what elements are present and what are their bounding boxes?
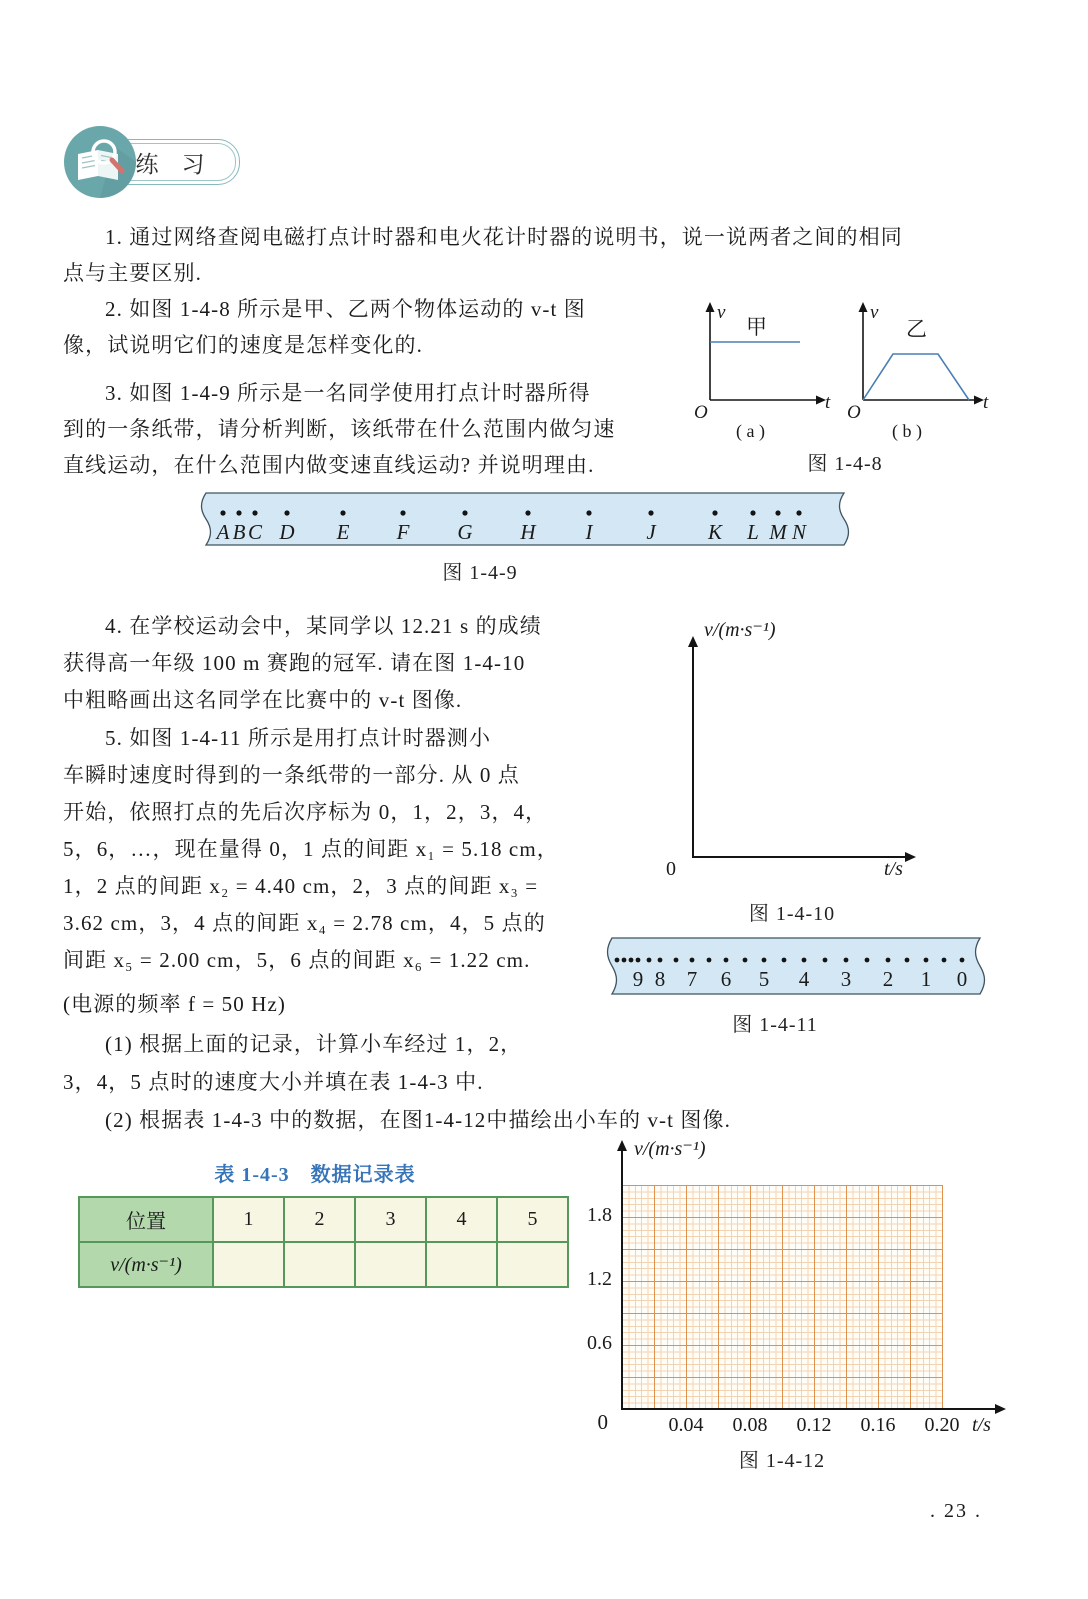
tape-label: M [769,520,787,544]
table-cell [355,1242,426,1287]
figure-1-4-11-tape [598,934,994,1003]
q5-sub1-line: (1) 根据上面的记录，计算小车经过 1，2， [105,1032,523,1056]
fig1412-y-arrow [617,1140,627,1151]
table-cell: 3 [355,1197,426,1242]
figure-caption: 图 1-4-8 [807,453,883,475]
fig1412-x-axis [622,1408,995,1410]
q3-line: 直线运动，在什么范围内做变速直线运动? 并说明理由. [63,453,595,477]
tape-label: 6 [720,967,732,991]
tape-label: F [396,520,410,544]
tape-label: 0 [956,967,968,991]
q5-line: 开始，依照打点的先后次序标为 0，1，2，3，4， [63,800,548,824]
table-header-cell: v/(m·s⁻¹) [79,1242,213,1287]
fig1412-x-tick: 0.20 [924,1414,960,1436]
fig1410-x-label: t/s [884,858,903,880]
table-cell: 2 [284,1197,355,1242]
tape-label: K [707,520,723,544]
q5-sub1-line: 3，4，5 点时的速度大小并填在表 1-4-3 中. [63,1070,484,1094]
q5-line: 车瞬时速度时得到的一条纸带的一部分. 从 0 点 [63,763,520,787]
q1-line: 1. 通过网络查阅电磁打点计时器和电火花计时器的说明书，说一说两者之间的相同 [105,225,903,249]
fig1412-y-tick: 1.2 [587,1268,612,1290]
table-cell: 5 [497,1197,568,1242]
table-cell [426,1242,497,1287]
tape-label: L [747,520,759,544]
q4-line: 获得高一年级 100 m 赛跑的冠军. 请在图 1-4-10 [63,651,526,675]
tape-label: N [791,520,807,544]
tape-label: D [279,520,295,544]
tape-label: H [520,520,536,544]
axis-label-v: v [717,302,726,323]
table-caption: 表 1-4-3 数据记录表 [214,1164,416,1186]
q5-line: (电源的频率 f = 50 Hz) [63,992,287,1016]
series-label-yi: 乙 [906,317,927,341]
q5-line: 1，2 点的间距 x₂ = 4.40 cm，2，3 点的间距 x₃ = [63,874,539,898]
fig1412-x-arrow [995,1404,1006,1414]
fig1412-x-label: t/s [972,1414,991,1436]
tape-label: 4 [798,967,810,991]
series-yi-line [863,354,969,400]
figure-caption: 图 1-4-11 [732,1014,818,1036]
q2-line: 像，试说明它们的速度是怎样变化的. [63,333,423,357]
tape-label: 9 [632,967,644,991]
tape-label: 8 [654,967,666,991]
table-cell: 1 [213,1197,284,1242]
fig1410-x-arrow [905,852,916,862]
axis-label-t: t [825,392,831,413]
tape-label: C [247,520,263,544]
table-row [79,1197,568,1242]
q4-line: 4. 在学校运动会中，某同学以 12.21 s 的成绩 [105,614,542,638]
origin-label: O [694,402,708,423]
table-row [79,1242,568,1287]
table-cell [284,1242,355,1287]
fig1412-x-tick: 0.12 [796,1414,832,1436]
fig1410-origin-label: 0 [666,858,676,880]
tape-label: 2 [882,967,894,991]
figure-1-4-9-tape [193,489,858,554]
q5-line: 3.62 cm，3，4 点的间距 x₄ = 2.78 cm，4，5 点的 [63,911,546,935]
tape-label: E [336,520,350,544]
q2-line: 2. 如图 1-4-8 所示是甲、乙两个物体运动的 v-t 图 [105,297,586,321]
page-number: . 23 . [930,1500,982,1522]
q5-line: 5. 如图 1-4-11 所示是用打点计时器测小 [105,726,492,750]
fig1412-origin-label: 0 [597,1410,608,1434]
table-cell [497,1242,568,1287]
fig1412-x-tick: 0.04 [668,1414,704,1436]
fig1410-y-arrow [688,636,698,647]
fig1410-y-label: v/(m·s⁻¹) [704,619,776,641]
figure-caption: 图 1-4-10 [748,903,836,925]
tape-label: B [232,520,246,544]
tape-label: I [585,520,593,544]
fig1412-x-tick: 0.08 [732,1414,768,1436]
book-magnifier-icon [62,124,138,205]
fig1412-y-label: v/(m·s⁻¹) [634,1138,706,1160]
tape-label: 3 [840,967,852,991]
q3-line: 到的一条纸带，请分析判断，该纸带在什么范围内做匀速 [63,417,616,441]
tape-label: J [646,520,656,544]
fig1412-graph-paper [622,1185,943,1410]
figure-caption: 图 1-4-12 [738,1450,826,1472]
axis-label-t: t [983,392,989,413]
fig1410-y-axis [692,646,694,858]
q5-line: 5，6，…，现在量得 0，1 点的间距 x₁ = 5.18 cm， [63,837,559,861]
table-cell [213,1242,284,1287]
q4-line: 中粗略画出这名同学在比赛中的 v-t 图像. [63,688,463,712]
table-cell: 4 [426,1197,497,1242]
exercise-header-title: 练 习 [104,143,236,181]
q1-line: 点与主要区别. [63,261,202,285]
tape-label: 5 [758,967,770,991]
fig1412-x-tick: 0.16 [860,1414,896,1436]
figure-caption: 图 1-4-9 [442,562,518,584]
tape-label: G [457,520,473,544]
q3-line: 3. 如图 1-4-9 所示是一名同学使用打点计时器所得 [105,381,591,405]
fig1412-y-tick: 0.6 [587,1332,612,1354]
fig1412-y-axis [621,1150,623,1410]
origin-label: O [847,402,861,423]
data-table-1-4-3 [78,1196,569,1288]
q5-sub2-line: (2) 根据表 1-4-3 中的数据，在图1-4-12中描绘出小车的 v-t 图像. [105,1108,731,1132]
subfigure-tag-a: ( a ) [736,421,765,441]
fig1412-y-tick: 1.8 [587,1204,612,1226]
fig1410-x-axis [693,856,905,858]
tape-label: 1 [920,967,932,991]
figure-1-4-8 [688,296,1018,449]
table-header-cell: 位置 [79,1197,213,1242]
subfigure-tag-b: ( b ) [892,421,922,441]
axis-label-v: v [870,302,879,323]
q5-line: 间距 x₅ = 2.00 cm，5，6 点的间距 x₆ = 1.22 cm. [63,948,531,972]
series-label-jia: 甲 [746,315,767,339]
tape-label: 7 [686,967,698,991]
tape-label: A [216,520,230,544]
